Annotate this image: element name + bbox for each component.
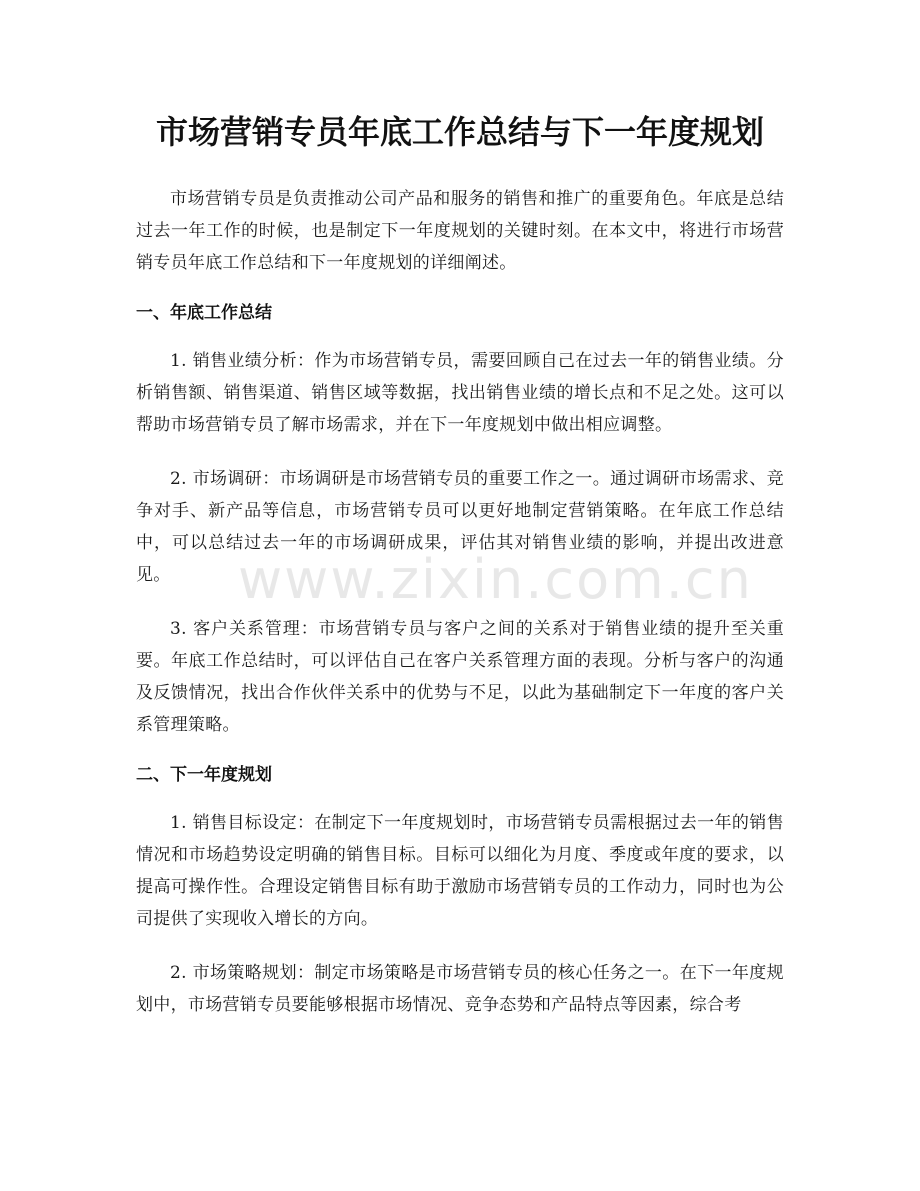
section-heading-summary: 一、年底工作总结	[136, 303, 272, 323]
summary-item-sales-analysis: 1. 销售业绩分析：作为市场营销专员，需要回顾自己在过去一年的销售业绩。分析销售额、销售渠道、销售区域等数据，找出销售业绩的增长点和不足之处。这可以帮助市场营销专员了解市场需求，并在下一年度规划中做出相应调整。	[136, 351, 784, 435]
watermark: www.zixin.com.cn	[238, 548, 753, 611]
intro-paragraph: 市场营销专员是负责推动公司产品和服务的销售和推广的重要角色。年底是总结过去一年工作的时候，也是制定下一年度规划的关键时刻。在本文中，将进行市场营销专员年底工作总结和下一年度规划的详细阐述。	[136, 189, 784, 273]
summary-item-customer-relations: 3. 客户关系管理：市场营销专员与客户之间的关系对于销售业绩的提升至关重要。年底工作总结时，可以评估自己在客户关系管理方面的表现。分析与客户的沟通及反馈情况，找出合作伙伴关系中的优势与不足，以此为基础制定下一年度的客户关系管理策略。	[136, 619, 784, 735]
plan-item-market-strategy: 2. 市场策略规划：制定市场策略是市场营销专员的核心任务之一。在下一年度规划中，市场营销专员要能够根据市场情况、竞争态势和产品特点等因素，综合考	[136, 963, 784, 1015]
plan-item-sales-target: 1. 销售目标设定：在制定下一年度规划时，市场营销专员需根据过去一年的销售情况和市场趋势设定明确的销售目标。目标可以细化为月度、季度或年度的要求，以提高可操作性。合理设定销售目标有助于激励市场营销专员的工作动力，同时也为公司提供了实现收入增长的方向。	[136, 813, 784, 929]
document-title: 市场营销专员年底工作总结与下一年度规划	[155, 113, 764, 151]
document-body	[136, 183, 784, 1021]
summary-item-market-research: 2. 市场调研：市场调研是市场营销专员的重要工作之一。通过调研市场需求、竞争对手、新产品等信息，市场营销专员可以更好地制定营销策略。在年底工作总结中，可以总结过去一年的市场调研成果，评估其对销售业绩的影响，并提出改进意见。	[136, 469, 784, 585]
section-heading-plan: 二、下一年度规划	[136, 765, 272, 785]
